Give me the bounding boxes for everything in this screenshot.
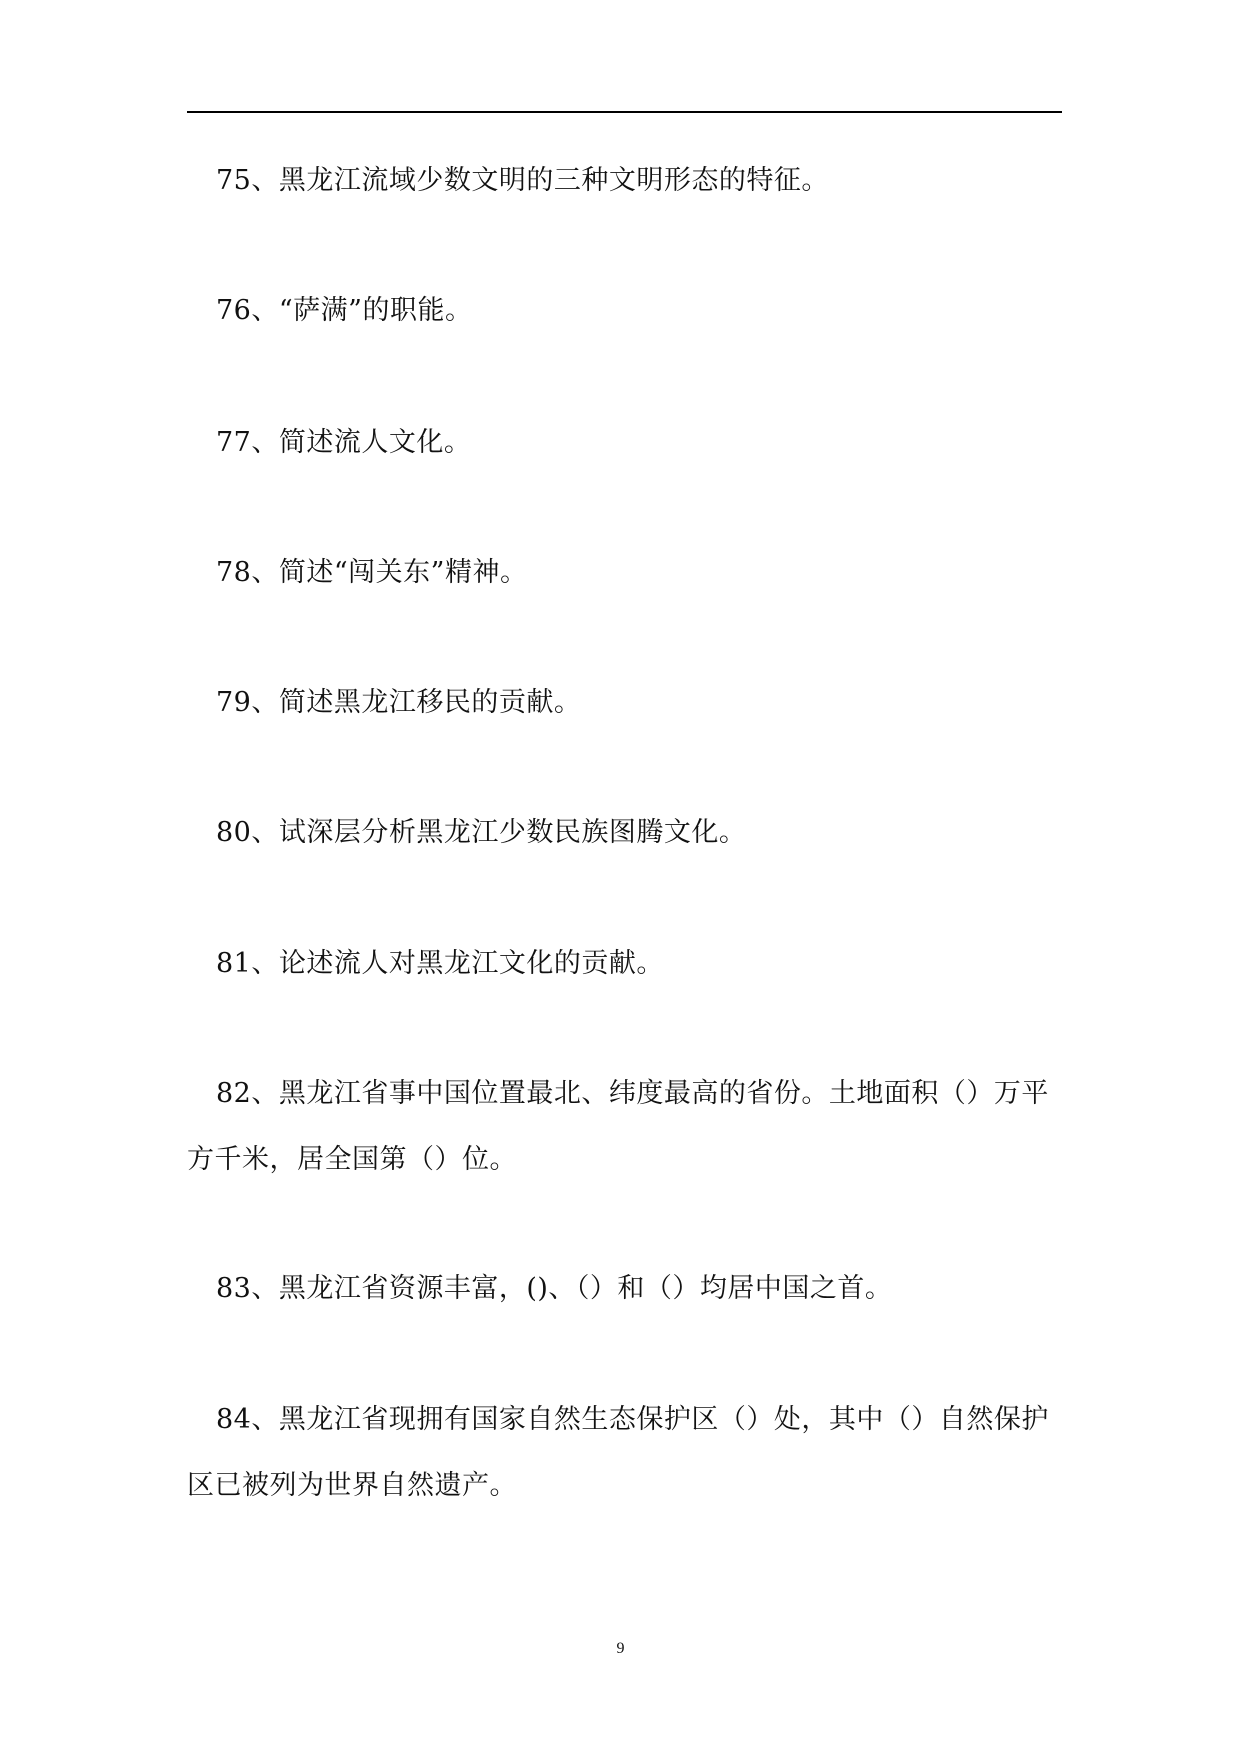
question-76: 76、“萨满”的职能。 xyxy=(216,295,473,326)
page-number: 9 xyxy=(616,1640,625,1657)
question-79: 79、简述黑龙江移民的贡献。 xyxy=(216,687,582,718)
question-77: 77、简述流人文化。 xyxy=(216,427,472,458)
header-rule xyxy=(187,111,1062,113)
question-83: 83、黑龙江省资源丰富，()、（）和（）均居中国之首。 xyxy=(216,1273,893,1304)
question-78: 78、简述“闯关东”精神。 xyxy=(216,557,528,588)
question-75: 75、黑龙江流域少数文明的三种文明形态的特征。 xyxy=(216,165,829,196)
question-82: 82、黑龙江省事中国位置最北、纬度最高的省份。土地面积（）万平方千米，居全国第（）位。 xyxy=(187,1078,1049,1175)
question-84: 84、黑龙江省现拥有国家自然生态保护区（）处，其中（）自然保护区已被列为世界自然遗产。 xyxy=(187,1404,1049,1501)
question-80: 80、试深层分析黑龙江少数民族图腾文化。 xyxy=(216,817,747,848)
question-81: 81、论述流人对黑龙江文化的贡献。 xyxy=(216,948,664,979)
